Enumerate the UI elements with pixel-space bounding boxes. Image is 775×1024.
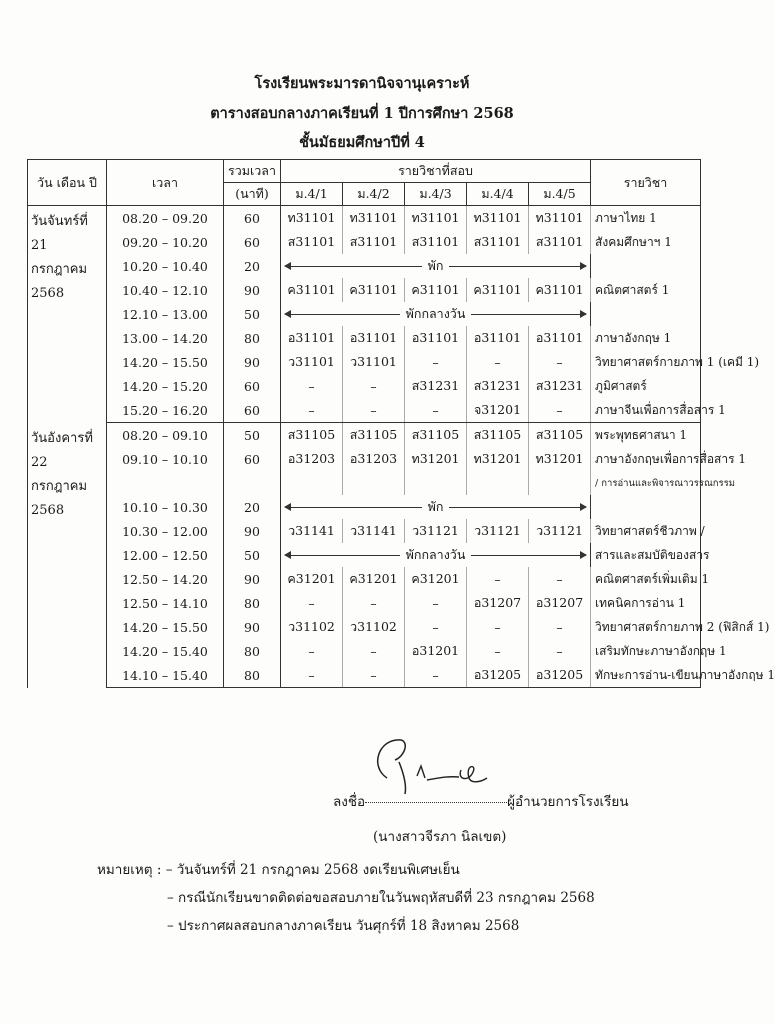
- signer-name: (นางสาวจีรภา นิลเขต): [373, 829, 507, 845]
- course-code-cell: ว31141: [281, 519, 343, 543]
- schedule-row: [28, 663, 701, 688]
- course-code-cell: อ31101: [467, 326, 529, 350]
- time-cell: 08.20 – 09.20: [107, 206, 224, 231]
- course-code-cell: ว31121: [405, 519, 467, 543]
- course-code-cell: อ31101: [343, 326, 405, 350]
- course-code-cell: –: [281, 663, 343, 688]
- course-code-cell: [405, 471, 467, 495]
- minutes-cell: 60: [224, 374, 281, 398]
- header-subject: รายวิชา: [591, 160, 701, 206]
- time-cell: 10.10 – 10.30: [107, 495, 224, 519]
- grade-level: ชั้นมัธยมศึกษาปีที่ 4: [299, 134, 425, 151]
- signature-line: [333, 790, 629, 812]
- subject-cell: คณิตศาสตร์ 1: [591, 278, 701, 302]
- subject-cell: พระพุทธศาสนา 1: [591, 423, 701, 448]
- subject-cell: วิทยาศาสตร์ชีวภาพ /: [591, 519, 701, 543]
- course-code-cell: อ31203: [343, 447, 405, 471]
- subject-cell: เสริมทักษะภาษาอังกฤษ 1: [591, 639, 701, 663]
- time-cell: 14.20 – 15.40: [107, 639, 224, 663]
- course-code-cell: –: [281, 639, 343, 663]
- course-code-cell: ท31201: [467, 447, 529, 471]
- minutes-cell: 80: [224, 591, 281, 615]
- course-code-cell: ค31101: [405, 278, 467, 302]
- course-code-cell: ว31102: [281, 615, 343, 639]
- course-code-cell: –: [343, 374, 405, 398]
- time-cell: 14.20 – 15.50: [107, 615, 224, 639]
- exam-schedule-table: [27, 159, 775, 688]
- course-code-cell: อ31207: [529, 591, 591, 615]
- day-line: วันอังคารที่: [31, 430, 93, 446]
- course-code-cell: อ31201: [405, 639, 467, 663]
- break-span-cell: [281, 543, 591, 567]
- course-code-cell: [281, 471, 343, 495]
- time-cell: 09.20 – 10.20: [107, 230, 224, 254]
- minutes-cell: 80: [224, 326, 281, 350]
- course-code-cell: จ31201: [467, 398, 529, 423]
- course-code-cell: –: [529, 615, 591, 639]
- course-code-cell: ค31101: [281, 278, 343, 302]
- course-code-cell: ส31105: [529, 423, 591, 448]
- subject-cell: วิทยาศาสตร์กายภาพ 1 (เคมี 1): [591, 350, 701, 374]
- minutes-cell: 50: [224, 302, 281, 326]
- time-cell: 12.50 – 14.20: [107, 567, 224, 591]
- course-code-cell: –: [467, 350, 529, 374]
- course-code-cell: –: [343, 663, 405, 688]
- course-code-cell: อ31101: [529, 326, 591, 350]
- header-exam-subjects: รายวิชาที่สอบ: [281, 160, 591, 183]
- minutes-cell: 60: [224, 447, 281, 471]
- course-code-cell: ว31141: [343, 519, 405, 543]
- schedule-row: [28, 350, 701, 374]
- schedule-body: [28, 206, 775, 688]
- header-class-4: ม.4/4: [467, 183, 529, 206]
- subject-cell: ภูมิศาสตร์: [591, 374, 701, 398]
- course-code-cell: ค31201: [405, 567, 467, 591]
- break-label: พัก: [422, 258, 450, 273]
- course-code-cell: ค31201: [343, 567, 405, 591]
- notes-label: หมายเหตุ :: [97, 862, 162, 878]
- break-label: พัก: [422, 499, 450, 514]
- course-code-cell: ท31101: [467, 206, 529, 231]
- schedule-row: [28, 519, 701, 543]
- header-day: วัน เดือน ปี: [28, 160, 107, 206]
- schedule-row: [28, 543, 701, 567]
- time-cell: 15.20 – 16.20: [107, 398, 224, 423]
- course-code-cell: ท31201: [529, 447, 591, 471]
- subject-cell: / การอ่านและพิจารณาวรรณกรรม: [591, 471, 701, 495]
- course-code-cell: ส31101: [343, 230, 405, 254]
- schedule-row: [28, 639, 701, 663]
- subject-cell: วิทยาศาสตร์กายภาพ 2 (ฟิสิกส์ 1): [591, 615, 701, 639]
- header-class-2: ม.4/2: [343, 183, 405, 206]
- course-code-cell: [529, 471, 591, 495]
- subject-cell: ทักษะการอ่าน-เขียนภาษาอังกฤษ 1: [591, 663, 701, 688]
- course-code-cell: ท31101: [281, 206, 343, 231]
- course-code-cell: ท31201: [405, 447, 467, 471]
- course-code-cell: ส31231: [405, 374, 467, 398]
- time-cell: 10.20 – 10.40: [107, 254, 224, 278]
- signature-position: ผู้อำนวยการโรงเรียน: [507, 794, 629, 810]
- header-class-1: ม.4/1: [281, 183, 343, 206]
- day-line: 2568: [31, 502, 65, 518]
- course-code-cell: ส31105: [467, 423, 529, 448]
- minutes-cell: 20: [224, 254, 281, 278]
- course-code-cell: –: [405, 591, 467, 615]
- header-minutes-unit: (นาที): [224, 183, 281, 206]
- course-code-cell: ส31105: [281, 423, 343, 448]
- minutes-cell: 50: [224, 423, 281, 448]
- course-code-cell: –: [467, 615, 529, 639]
- note-item: – กรณีนักเรียนขาดติดต่อขอสอบภายในวันพฤหัสบดีที่ 23 กรกฎาคม 2568: [167, 890, 595, 906]
- note-item: – วันจันทร์ที่ 21 กรกฎาคม 2568 งดเรียนพิเศษเย็น: [165, 862, 460, 878]
- course-code-cell: –: [405, 350, 467, 374]
- day-line: 22 กรกฎาคม: [31, 454, 88, 494]
- minutes-cell: 50: [224, 543, 281, 567]
- course-code-cell: อ31101: [405, 326, 467, 350]
- time-cell: 09.10 – 10.10: [107, 447, 224, 471]
- course-code-cell: ส31231: [529, 374, 591, 398]
- course-code-cell: –: [343, 398, 405, 423]
- exam-title: ตารางสอบกลางภาคเรียนที่ 1 ปีการศึกษา 2568: [210, 105, 514, 122]
- course-code-cell: ส31231: [467, 374, 529, 398]
- schedule-row: [28, 567, 701, 591]
- schedule-row: [28, 447, 701, 471]
- day-line: 2568: [31, 286, 65, 301]
- schedule-row: [28, 302, 701, 326]
- schedule-row: [28, 495, 701, 519]
- course-code-cell: ว31101: [281, 350, 343, 374]
- course-code-cell: อ31205: [467, 663, 529, 688]
- header-class-5: ม.4/5: [529, 183, 591, 206]
- subject-cell: ภาษาจีนเพื่อการสื่อสาร 1: [591, 398, 701, 423]
- course-code-cell: ว31101: [343, 350, 405, 374]
- course-code-cell: อ31207: [467, 591, 529, 615]
- header-time: เวลา: [107, 160, 224, 206]
- minutes-cell: 60: [224, 398, 281, 423]
- schedule-row: [28, 278, 701, 302]
- minutes-cell: 80: [224, 663, 281, 688]
- schedule-row: [28, 471, 701, 495]
- subject-cell: ภาษาอังกฤษ 1: [591, 326, 701, 350]
- course-code-cell: –: [281, 591, 343, 615]
- notes-section: [97, 856, 595, 940]
- header-class-3: ม.4/3: [405, 183, 467, 206]
- course-code-cell: ท31101: [529, 206, 591, 231]
- course-code-cell: –: [281, 374, 343, 398]
- schedule-row: [28, 398, 701, 423]
- course-code-cell: อ31203: [281, 447, 343, 471]
- break-label: พักกลางวัน: [400, 547, 472, 562]
- course-code-cell: อ31101: [281, 326, 343, 350]
- time-cell: 12.10 – 13.00: [107, 302, 224, 326]
- schedule-row: [28, 230, 701, 254]
- course-code-cell: ว31121: [467, 519, 529, 543]
- break-span-cell: [281, 302, 591, 326]
- subject-cell: [591, 302, 701, 326]
- course-code-cell: ส31101: [281, 230, 343, 254]
- subject-cell: [591, 495, 701, 519]
- subject-cell: [591, 254, 701, 278]
- break-span-cell: [281, 495, 591, 519]
- course-code-cell: –: [467, 567, 529, 591]
- signature-scribble-icon: [365, 720, 505, 800]
- break-label: พักกลางวัน: [400, 306, 472, 321]
- minutes-cell: [224, 471, 281, 495]
- time-cell: 14.20 – 15.20: [107, 374, 224, 398]
- course-code-cell: –: [405, 663, 467, 688]
- time-cell: [107, 471, 224, 495]
- course-code-cell: –: [467, 639, 529, 663]
- subject-cell: คณิตศาสตร์เพิ่มเติม 1: [591, 567, 701, 591]
- course-code-cell: ส31105: [405, 423, 467, 448]
- header-total-minutes: รวมเวลา: [224, 160, 281, 183]
- course-code-cell: –: [405, 398, 467, 423]
- subject-cell: สารและสมบัติของสาร: [591, 543, 701, 567]
- course-code-cell: ส31101: [529, 230, 591, 254]
- time-cell: 10.40 – 12.10: [107, 278, 224, 302]
- course-code-cell: อ31205: [529, 663, 591, 688]
- time-cell: 14.20 – 15.50: [107, 350, 224, 374]
- schedule-row: [28, 206, 701, 231]
- course-code-cell: –: [405, 615, 467, 639]
- course-code-cell: ค31101: [343, 278, 405, 302]
- course-code-cell: ค31101: [467, 278, 529, 302]
- minutes-cell: 90: [224, 519, 281, 543]
- time-cell: 12.50 – 14.10: [107, 591, 224, 615]
- course-code-cell: [467, 471, 529, 495]
- note-item: – ประกาศผลสอบกลางภาคเรียน วันศุกร์ที่ 18 สิงหาคม 2568: [167, 918, 520, 934]
- day-cell: [28, 423, 107, 688]
- time-cell: 12.00 – 12.50: [107, 543, 224, 567]
- schedule-row: [28, 326, 701, 350]
- minutes-cell: 60: [224, 206, 281, 231]
- subject-cell: ภาษาอังกฤษเพื่อการสื่อสาร 1: [591, 447, 701, 471]
- schedule-row: [28, 615, 701, 639]
- minutes-cell: 80: [224, 639, 281, 663]
- day-cell: [28, 206, 107, 423]
- minutes-cell: 90: [224, 278, 281, 302]
- minutes-cell: 90: [224, 350, 281, 374]
- schedule-row: [28, 254, 701, 278]
- subject-cell: สังคมศึกษาฯ 1: [591, 230, 701, 254]
- course-code-cell: ท31101: [405, 206, 467, 231]
- break-span-cell: [281, 254, 591, 278]
- day-line: วันจันทร์ที่: [31, 214, 88, 229]
- minutes-cell: 90: [224, 567, 281, 591]
- course-code-cell: ส31101: [405, 230, 467, 254]
- course-code-cell: –: [529, 398, 591, 423]
- course-code-cell: –: [281, 398, 343, 423]
- minutes-cell: 60: [224, 230, 281, 254]
- subject-cell: ภาษาไทย 1: [591, 206, 701, 231]
- course-code-cell: [343, 471, 405, 495]
- schedule-row: [28, 591, 701, 615]
- day-line: 21 กรกฎาคม: [31, 238, 88, 277]
- course-code-cell: ส31105: [343, 423, 405, 448]
- course-code-cell: ส31101: [467, 230, 529, 254]
- signature-label: ลงชื่อ: [333, 794, 366, 810]
- course-code-cell: ว31102: [343, 615, 405, 639]
- time-cell: 10.30 – 12.00: [107, 519, 224, 543]
- minutes-cell: 20: [224, 495, 281, 519]
- course-code-cell: –: [343, 591, 405, 615]
- signature-dots: [365, 802, 507, 803]
- course-code-cell: ค31201: [281, 567, 343, 591]
- course-code-cell: –: [529, 639, 591, 663]
- subject-cell: เทคนิคการอ่าน 1: [591, 591, 701, 615]
- course-code-cell: ว31121: [529, 519, 591, 543]
- schedule-row: [28, 374, 701, 398]
- time-cell: 13.00 – 14.20: [107, 326, 224, 350]
- course-code-cell: ท31101: [343, 206, 405, 231]
- course-code-cell: –: [529, 567, 591, 591]
- time-cell: 08.20 – 09.10: [107, 423, 224, 448]
- minutes-cell: 90: [224, 615, 281, 639]
- course-code-cell: ค31101: [529, 278, 591, 302]
- school-name: โรงเรียนพระมารดานิจจานุเคราะห์: [254, 75, 470, 92]
- course-code-cell: –: [343, 639, 405, 663]
- schedule-row: [28, 423, 701, 448]
- course-code-cell: –: [529, 350, 591, 374]
- time-cell: 14.10 – 15.40: [107, 663, 224, 688]
